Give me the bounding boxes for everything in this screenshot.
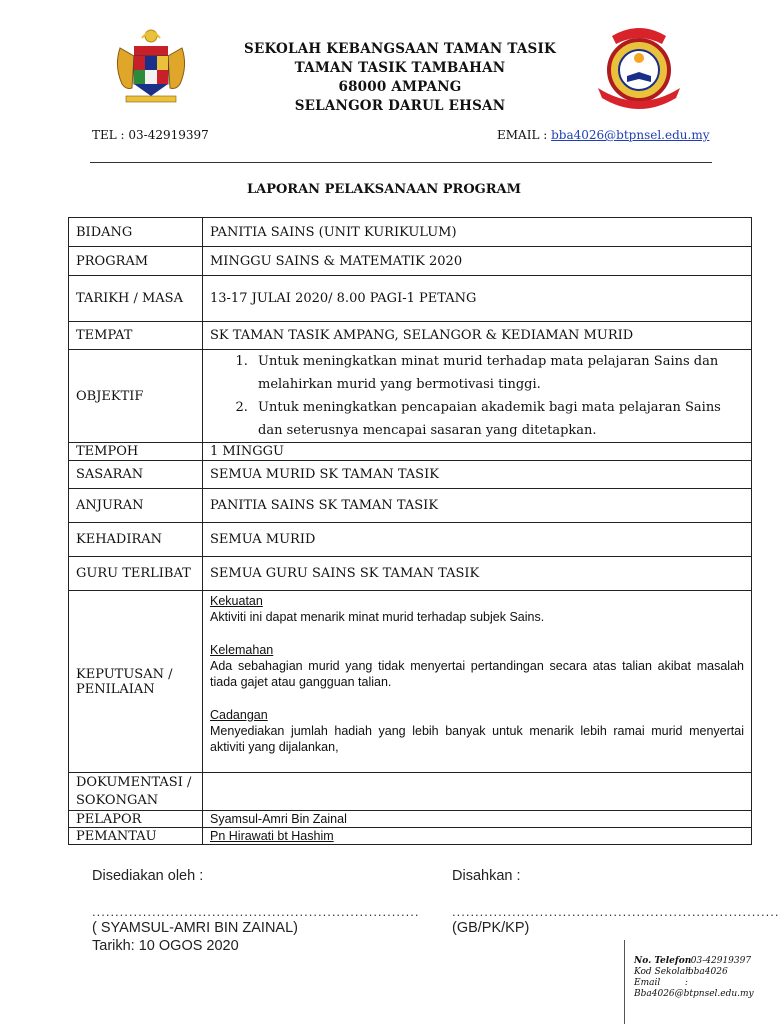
cadangan-heading: Cadangan: [210, 708, 268, 722]
label-pelapor: PELAPOR: [69, 811, 203, 828]
label-tarikh: TARIKH / MASA: [69, 276, 203, 322]
malaysia-coat-of-arms-icon: [112, 26, 190, 108]
header-divider: [90, 162, 712, 163]
school-stamp: [634, 956, 754, 1000]
value-keputusan: [203, 591, 752, 773]
kekuatan-heading: Kekuatan: [210, 594, 263, 608]
label-anjuran: ANJURAN: [69, 489, 203, 523]
label-dokumentasi-line-1: DOKUMENTASI /: [76, 774, 192, 790]
cadangan-text: Menyediakan jumlah hadiah yang lebih banyak untuk menarik lebih ramai murid menyertai aktiviti yang dijalankan,: [210, 724, 744, 754]
label-kehadiran: KEHADIRAN: [69, 523, 203, 557]
report-date: Tarikh: 10 OGOS 2020: [92, 938, 239, 954]
stamp-tel-label: No. Telefon: [634, 956, 692, 966]
address-line-1: TAMAN TASIK TAMBAHAN: [294, 60, 506, 76]
table-row: [69, 828, 752, 845]
school-name: SEKOLAH KEBANGSAAN TAMAN TASIK: [244, 41, 556, 57]
school-header: [200, 40, 600, 116]
label-pemantau: PEMANTAU: [69, 828, 203, 845]
table-row: [69, 811, 752, 828]
value-tempat: SK TAMAN TASIK AMPANG, SELANGOR & KEDIAMAN MURID: [203, 322, 752, 350]
label-objektif: OBJEKTIF: [69, 350, 203, 443]
report-title: LAPORAN PELAKSANAAN PROGRAM: [246, 182, 522, 197]
label-keputusan-line-2: PENILAIAN: [76, 681, 155, 697]
kelemahan-text: Ada sebahagian murid yang tidak menyertai pertandingan secara atas talian akibat masalah tiada gajet atau gangguan talian.: [210, 659, 744, 689]
label-bidang: BIDANG: [69, 218, 203, 247]
label-sasaran: SASARAN: [69, 461, 203, 489]
stamp-email-value: Bba4026@btpnsel.edu.my: [634, 989, 754, 999]
value-guru-terlibat: SEMUA GURU SAINS SK TAMAN TASIK: [203, 557, 752, 591]
table-row: [69, 322, 752, 350]
report-table: [68, 217, 752, 845]
stamp-email-label: Email: [634, 978, 661, 988]
prepared-signature-line: .......................................................................: [92, 904, 420, 919]
email-label: EMAIL :: [497, 128, 548, 142]
school-badge-icon: [592, 22, 686, 114]
table-row: [69, 247, 752, 276]
label-keputusan: [69, 591, 203, 773]
table-row: [69, 773, 752, 811]
table-row: [69, 489, 752, 523]
label-dokumentasi: [69, 773, 203, 811]
value-tempoh: 1 MINGGU: [203, 443, 752, 461]
email-line: [497, 128, 709, 142]
label-program: PROGRAM: [69, 247, 203, 276]
approved-by-label: Disahkan :: [452, 868, 521, 884]
value-tarikh: 13-17 JULAI 2020/ 8.00 PAGI-1 PETANG: [203, 276, 752, 322]
label-keputusan-line-1: KEPUTUSAN /: [76, 666, 173, 682]
stamp-kod-label: Kod Sekolah: [634, 967, 691, 977]
table-row: [69, 218, 752, 247]
objektif-item-2: 2. Untuk meningkatkan pencapaian akademik bagi mata pelajaran Sains dan seterusnya mencapai sasaran yang ditetapkan.: [252, 396, 744, 442]
table-row: [69, 557, 752, 591]
stamp-email-sep: :: [684, 978, 688, 988]
email-link[interactable]: bba4026@btpnsel.edu.my: [551, 128, 710, 142]
address-line-3: SELANGOR DARUL EHSAN: [294, 98, 506, 114]
label-dokumentasi-line-2: SOKONGAN: [76, 792, 159, 808]
kelemahan-heading: Kelemahan: [210, 643, 274, 657]
stamp-kod-value: :bba4026: [684, 967, 728, 977]
kekuatan-text: Aktiviti ini dapat menarik minat murid terhadap subjek Sains.: [210, 610, 545, 624]
stamp-divider: [624, 940, 625, 1024]
stamp-tel-value: : 03-42919397: [684, 956, 752, 966]
table-row: [69, 591, 752, 773]
value-kehadiran: SEMUA MURID: [203, 523, 752, 557]
prepared-by-label: Disediakan oleh :: [92, 868, 204, 884]
table-row: [69, 276, 752, 322]
label-tempat: TEMPAT: [69, 322, 203, 350]
value-sasaran: SEMUA MURID SK TAMAN TASIK: [203, 461, 752, 489]
objektif-item-1: 1. Untuk meningkatkan minat murid terhadap mata pelajaran Sains dan melahirkan murid yang bermotivasi tinggi.: [252, 350, 744, 396]
telephone: TEL : 03-42919397: [92, 128, 209, 142]
value-bidang: PANITIA SAINS (UNIT KURIKULUM): [203, 218, 752, 247]
table-row: [69, 523, 752, 557]
table-row: [69, 443, 752, 461]
value-program: MINGGU SAINS & MATEMATIK 2020: [203, 247, 752, 276]
objektif-list: [210, 350, 744, 442]
prepared-by-name: ( SYAMSUL-AMRI BIN ZAINAL): [92, 920, 298, 936]
approved-signature-line: .......................................................................: [452, 904, 779, 919]
value-pemantau: Pn Hirawati bt Hashim: [203, 828, 752, 845]
value-pelapor: Syamsul-Amri Bin Zainal: [203, 811, 752, 828]
value-dokumentasi: [203, 773, 752, 811]
value-anjuran: PANITIA SAINS SK TAMAN TASIK: [203, 489, 752, 523]
label-guru-terlibat: GURU TERLIBAT: [69, 557, 203, 591]
table-row: [69, 461, 752, 489]
value-objektif: [203, 350, 752, 443]
table-row: [69, 350, 752, 443]
approved-by-name: (GB/PK/KP): [452, 920, 530, 936]
address-line-2: 68000 AMPANG: [338, 79, 462, 95]
label-tempoh: TEMPOH: [69, 443, 203, 461]
